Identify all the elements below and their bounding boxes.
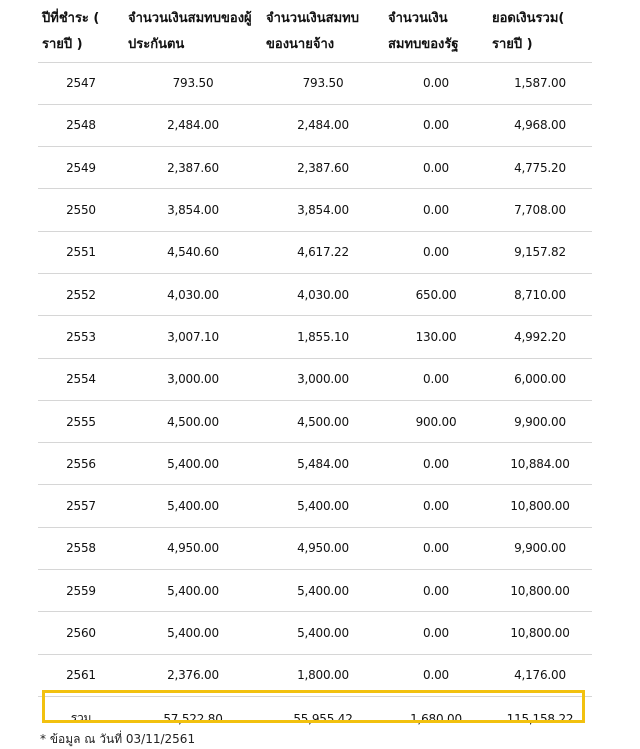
insured-cell: 2,387.60 (124, 147, 262, 189)
insured-cell: 4,950.00 (124, 527, 262, 569)
government-cell: 900.00 (384, 400, 488, 442)
contribution-table-container (38, 0, 592, 741)
insured-cell: 5,400.00 (124, 443, 262, 485)
total-year-cell: รวม (70, 711, 92, 726)
total-cell: 9,157.82 (488, 231, 592, 273)
table-row (38, 273, 592, 315)
table-row (38, 485, 592, 527)
insured-cell: 2,376.00 (124, 654, 262, 696)
total-insured-cell: 57,522.80 (163, 711, 223, 726)
government-cell: 0.00 (384, 358, 488, 400)
employer-cell: 4,030.00 (262, 273, 384, 315)
table-row (38, 443, 592, 485)
header-insured-contribution: จำนวนเงินสมทบของผู้ ประกันตน (124, 0, 262, 62)
insured-cell: 4,030.00 (124, 273, 262, 315)
employer-cell: 793.50 (262, 62, 384, 104)
year-cell: 2560 (38, 612, 124, 654)
government-cell: 0.00 (384, 570, 488, 612)
table-row (38, 316, 592, 358)
insured-cell: 793.50 (124, 62, 262, 104)
year-cell: 2548 (38, 104, 124, 146)
table-row (38, 62, 592, 104)
total-cell: 4,992.20 (488, 316, 592, 358)
year-cell: 2561 (38, 654, 124, 696)
insured-cell: 4,540.60 (124, 231, 262, 273)
footnote: * ข้อมูล ณ วันที่ 03/11/2561 (40, 732, 196, 746)
employer-cell: 2,484.00 (262, 104, 384, 146)
table-body (38, 62, 592, 741)
total-employer-cell: 55,955.42 (293, 711, 353, 726)
government-cell: 0.00 (384, 485, 488, 527)
employer-cell: 4,617.22 (262, 231, 384, 273)
header-yearly-total: ยอดเงินรวม( รายปี ) (488, 0, 592, 62)
table-row (38, 104, 592, 146)
employer-cell: 3,000.00 (262, 358, 384, 400)
total-cell: 9,900.00 (488, 400, 592, 442)
insured-cell: 5,400.00 (124, 612, 262, 654)
employer-cell: 1,855.10 (262, 316, 384, 358)
total-government-cell: 1,680.00 (410, 711, 462, 726)
year-cell: 2547 (38, 62, 124, 104)
total-cell: 10,800.00 (488, 485, 592, 527)
government-cell: 0.00 (384, 443, 488, 485)
table-row (38, 147, 592, 189)
total-cell: 4,968.00 (488, 104, 592, 146)
employer-cell: 5,400.00 (262, 485, 384, 527)
employer-cell: 5,484.00 (262, 443, 384, 485)
employer-cell: 2,387.60 (262, 147, 384, 189)
header-year: ปีที่ชำระ ( รายปี ) (38, 0, 124, 62)
employer-cell: 5,400.00 (262, 612, 384, 654)
insured-cell: 4,500.00 (124, 400, 262, 442)
year-cell: 2555 (38, 400, 124, 442)
employer-cell: 4,500.00 (262, 400, 384, 442)
government-cell: 0.00 (384, 189, 488, 231)
total-cell: 10,800.00 (488, 570, 592, 612)
total-cell: 10,884.00 (488, 443, 592, 485)
table-header-row (38, 0, 592, 62)
table-row (38, 231, 592, 273)
government-cell: 0.00 (384, 147, 488, 189)
contribution-table (38, 0, 592, 741)
government-cell: 0.00 (384, 612, 488, 654)
year-cell: 2551 (38, 231, 124, 273)
insured-cell: 3,007.10 (124, 316, 262, 358)
table-row (38, 654, 592, 696)
total-cell: 7,708.00 (488, 189, 592, 231)
government-cell: 0.00 (384, 527, 488, 569)
total-cell: 9,900.00 (488, 527, 592, 569)
table-row (38, 358, 592, 400)
insured-cell: 5,400.00 (124, 570, 262, 612)
insured-cell: 3,854.00 (124, 189, 262, 231)
year-cell: 2552 (38, 273, 124, 315)
insured-cell: 3,000.00 (124, 358, 262, 400)
year-cell: 2558 (38, 527, 124, 569)
employer-cell: 4,950.00 (262, 527, 384, 569)
government-cell: 0.00 (384, 654, 488, 696)
year-cell: 2556 (38, 443, 124, 485)
header-employer-contribution: จำนวนเงินสมทบ ของนายจ้าง (262, 0, 384, 62)
year-cell: 2550 (38, 189, 124, 231)
total-cell: 6,000.00 (488, 358, 592, 400)
table-row (38, 527, 592, 569)
year-cell: 2557 (38, 485, 124, 527)
total-cell: 1,587.00 (488, 62, 592, 104)
total-total-cell: 115,158.22 (506, 711, 574, 726)
insured-cell: 2,484.00 (124, 104, 262, 146)
government-cell: 0.00 (384, 104, 488, 146)
table-row (38, 400, 592, 442)
table-row (38, 570, 592, 612)
government-cell: 0.00 (384, 231, 488, 273)
header-government-contribution: จำนวนเงิน สมทบของรัฐ (384, 0, 488, 62)
employer-cell: 5,400.00 (262, 570, 384, 612)
total-cell: 4,775.20 (488, 147, 592, 189)
table-row (38, 189, 592, 231)
employer-cell: 3,854.00 (262, 189, 384, 231)
government-cell: 650.00 (384, 273, 488, 315)
government-cell: 130.00 (384, 316, 488, 358)
year-cell: 2549 (38, 147, 124, 189)
government-cell: 0.00 (384, 62, 488, 104)
total-cell: 8,710.00 (488, 273, 592, 315)
year-cell: 2553 (38, 316, 124, 358)
year-cell: 2554 (38, 358, 124, 400)
total-cell: 10,800.00 (488, 612, 592, 654)
year-cell: 2559 (38, 570, 124, 612)
table-row (38, 612, 592, 654)
employer-cell: 1,800.00 (262, 654, 384, 696)
total-cell: 4,176.00 (488, 654, 592, 696)
insured-cell: 5,400.00 (124, 485, 262, 527)
